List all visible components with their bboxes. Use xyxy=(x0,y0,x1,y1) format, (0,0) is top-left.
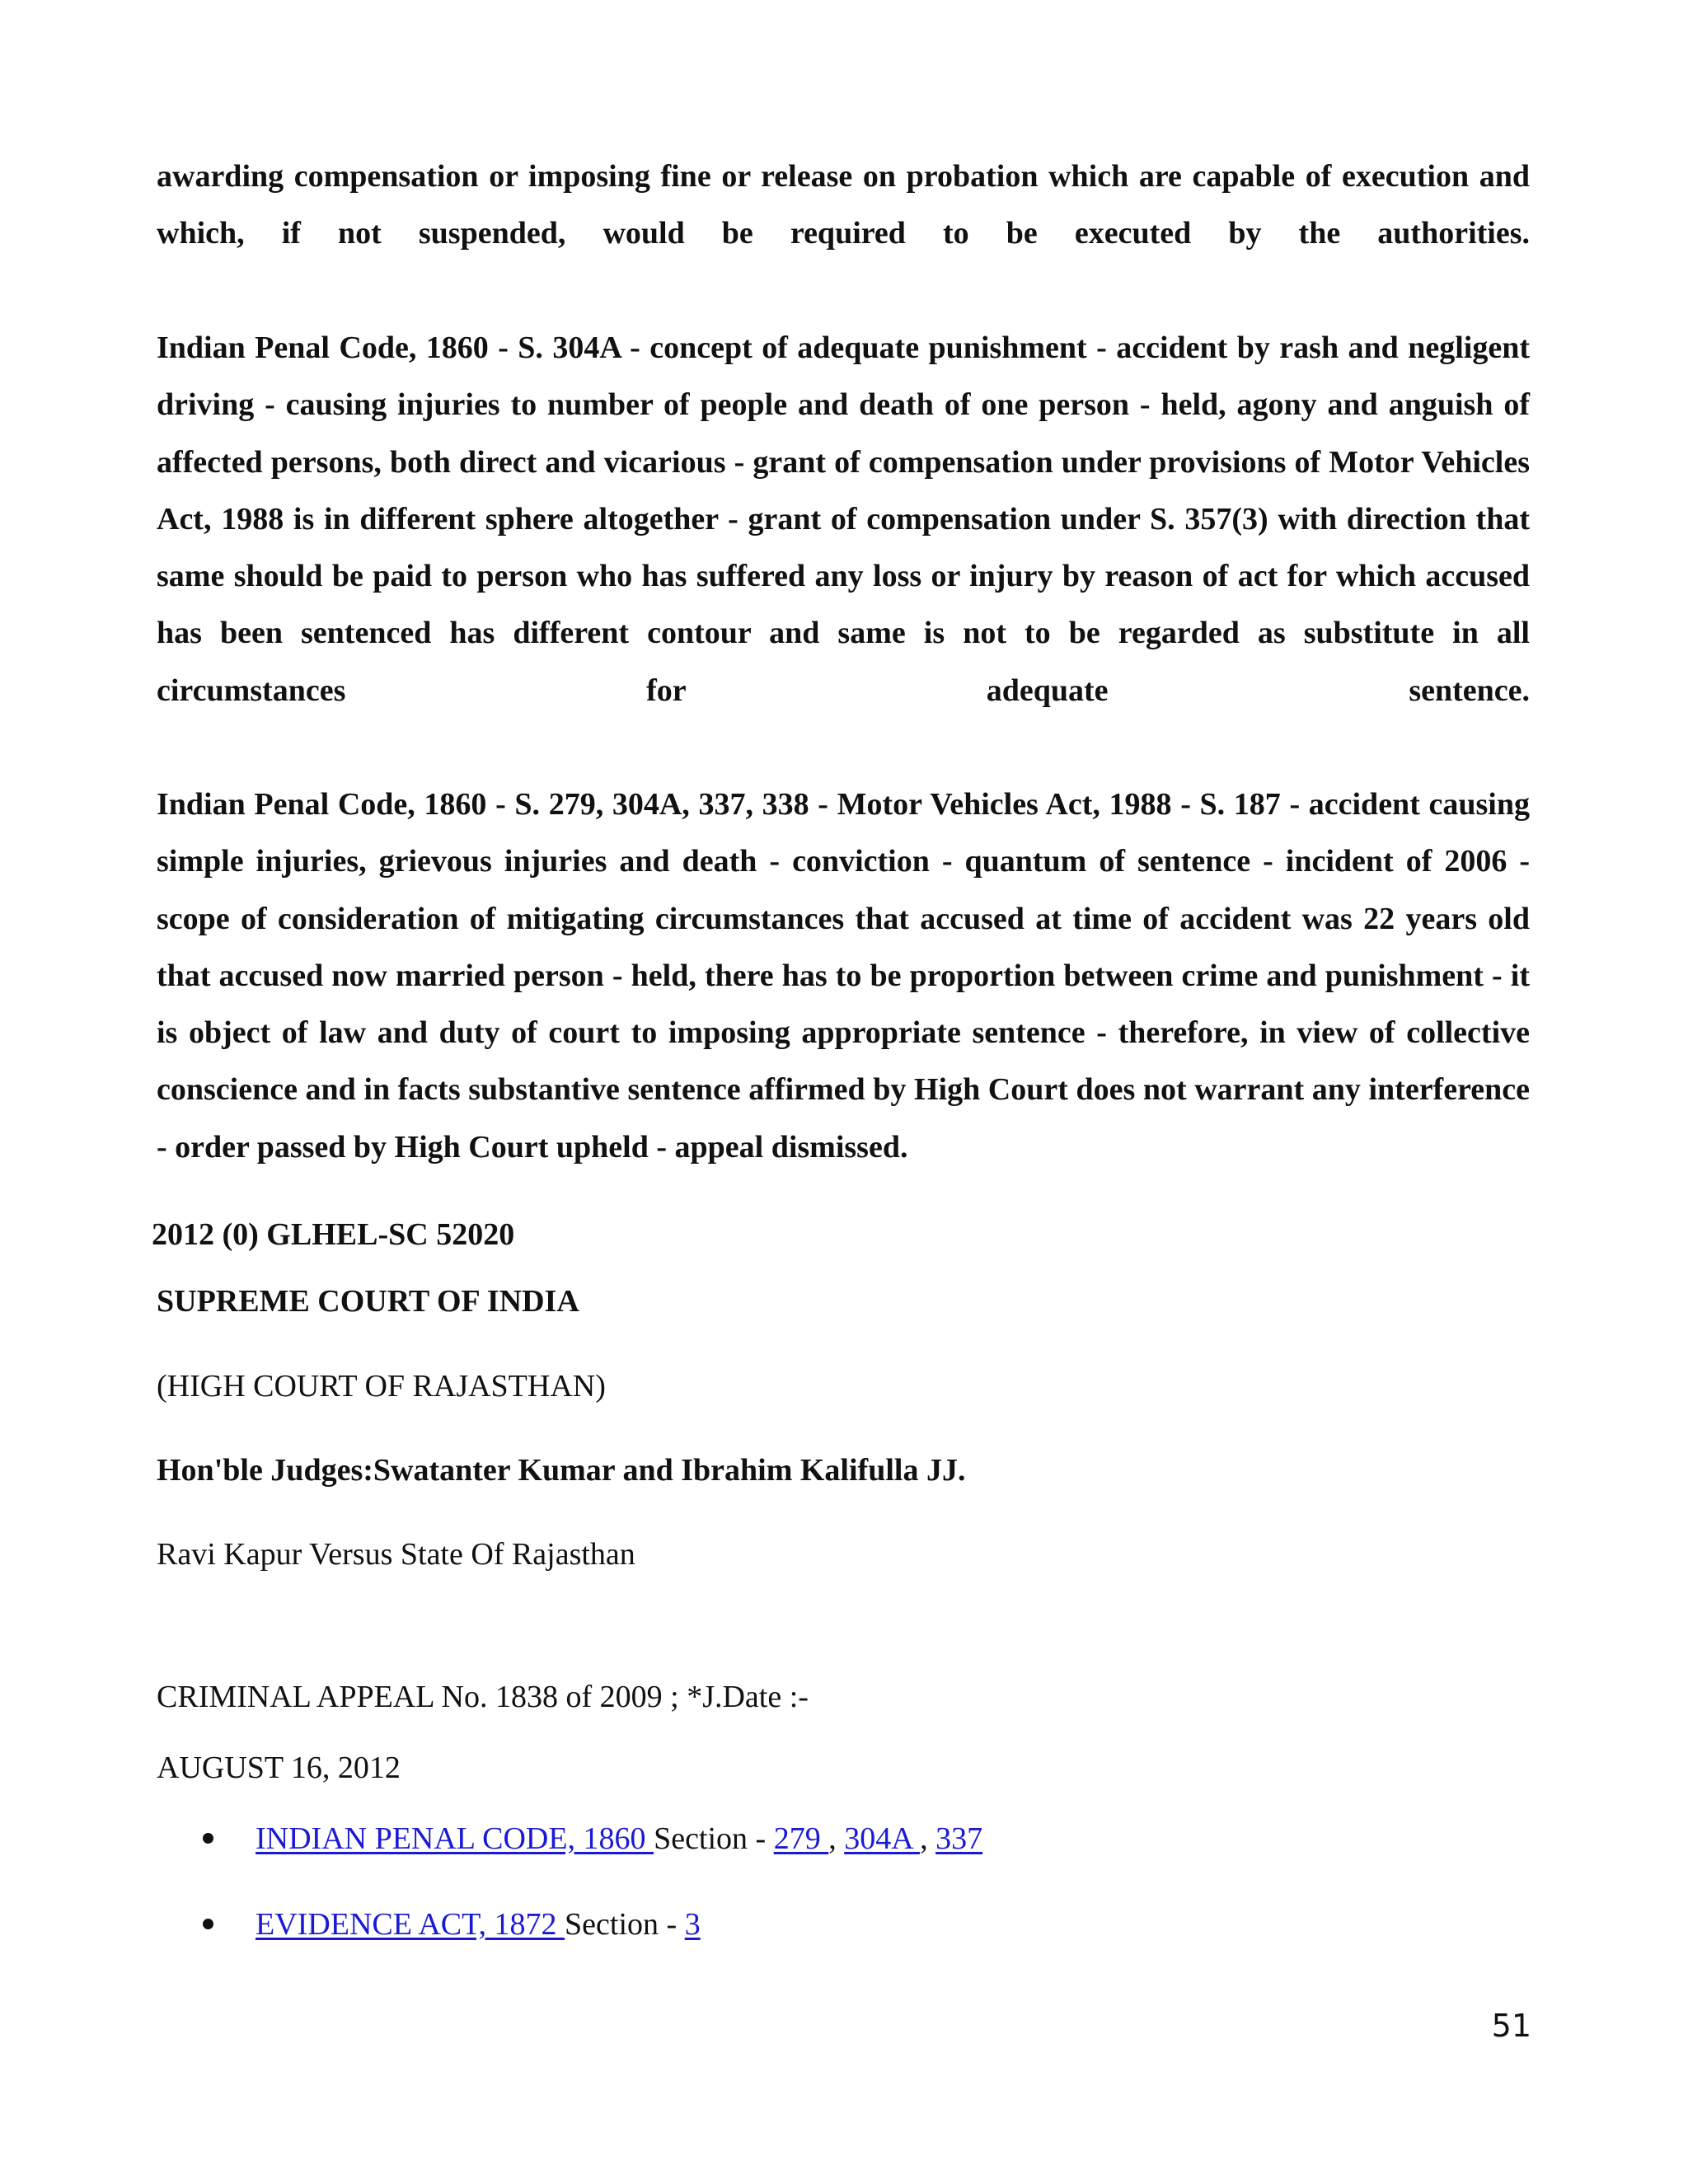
appeal-number: CRIMINAL APPEAL No. 1838 of 2009 ; *J.Date :- xyxy=(157,1680,809,1714)
page-number: 51 xyxy=(1491,2008,1531,2044)
court-name: SUPREME COURT OF INDIA xyxy=(157,1284,579,1319)
reference-line xyxy=(256,1819,982,1858)
reference-line xyxy=(256,1905,701,1944)
section-link-279[interactable]: 279 xyxy=(773,1821,829,1856)
section-link-337[interactable]: 337 xyxy=(935,1821,983,1856)
judgment-date: AUGUST 16, 2012 xyxy=(157,1750,401,1785)
headnote-paragraph-sentence: Indian Penal Code, 1860 - S. 279, 304A, 337, 338 - Motor Vehicles Act, 1988 - S. 187 - accident causing simple injuries, grievous injuries and death - conviction - quantum of sentence - incident of 2006 - scope of consideration of mitigating circumstances that accused at time of accident was 22 years old that accused now married person - held, there has to be proportion between crime and punishment - it is object of law and duty of court to imposing appropriate sentence - therefore, in view of collective conscience and in facts substantive sentence affirmed by High Court does not warrant any interference - order passed by High Court upheld - appeal dismissed. xyxy=(157,787,1530,1165)
act-link-evidence[interactable]: EVIDENCE ACT, 1872 xyxy=(256,1907,565,1942)
section-label: Section - xyxy=(654,1821,774,1856)
section-link-304a[interactable]: 304A xyxy=(844,1821,921,1856)
section-link-3[interactable]: 3 xyxy=(684,1907,701,1942)
headnote-paragraph-304a: Indian Penal Code, 1860 - S. 304A - concept of adequate punishment - accident by rash and negligent driving - causing injuries to number of people and death of one person - held, agony and anguish of affected persons, both direct and vicarious - grant of compensation under provisions of Motor Vehicles Act, 1988 is in different sphere altogether - grant of compensation under S. 357(3) with direction that same should be paid to person who has suffered any loss or injury by reason of act for which accused has been sentenced has different contour and same is not to be regarded as substitute in all circumstances for adequate sentence. xyxy=(157,330,1530,708)
separator: , xyxy=(828,1821,845,1856)
case-citation: 2012 (0) GLHEL-SC 52020 xyxy=(152,1217,515,1252)
bullet-icon xyxy=(203,1833,213,1844)
case-parties: Ravi Kapur Versus State Of Rajasthan xyxy=(157,1537,635,1572)
separator: , xyxy=(920,1821,936,1856)
act-link-ipc[interactable]: INDIAN PENAL CODE, 1860 xyxy=(256,1821,654,1856)
summary-paragraph-continued: awarding compensation or imposing fine or release on probation which are capable of execution and which, if not suspended, would be required to be executed by the authorities. xyxy=(157,159,1530,251)
bullet-icon xyxy=(203,1919,213,1929)
section-label: Section - xyxy=(565,1907,685,1942)
judges-line: Hon'ble Judges:Swatanter Kumar and Ibrahim Kalifulla JJ. xyxy=(157,1453,966,1488)
high-court-name: (HIGH COURT OF RAJASTHAN) xyxy=(157,1369,606,1404)
